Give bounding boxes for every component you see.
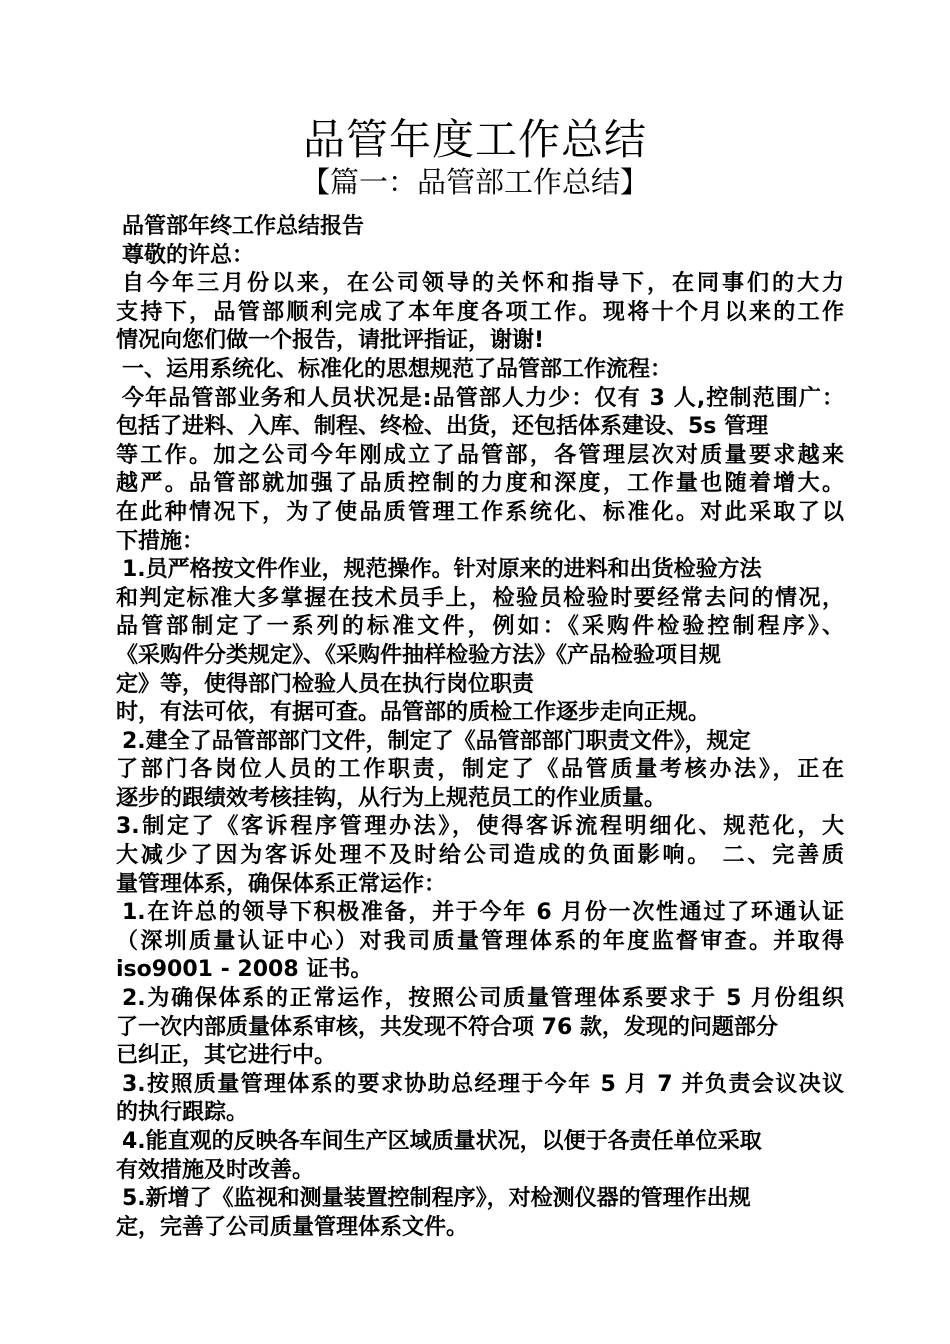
body-line: 1.员严格按文件作业，规范操作。针对原来的进料和出货检验方法 — [122, 557, 762, 583]
body-line: 逐步的跟绩效考核挂钩，从行为上规范员工的作业质量。 — [116, 785, 667, 811]
body-line: 自今年三月份以来，在公司领导的关怀和指导下，在同事们的大力 — [122, 271, 844, 297]
body-line: 定，完善了公司质量管理体系文件。 — [116, 1214, 469, 1240]
body-line: 3.按照质量管理体系的要求协助总经理于今年 5 月 7 并负责会议决议 — [122, 1071, 844, 1097]
body-line: 的执行跟踪。 — [116, 1100, 249, 1126]
body-line: 尊敬的许总： — [122, 242, 255, 268]
body-line: 支持下，品管部顺利完成了本年度各项工作。现将十个月以来的工作 — [116, 299, 844, 325]
body-line: 在此种情况下，为了使品质管理工作系统化、标准化。对此采取了以 — [116, 499, 844, 525]
body-line: 大减少了因为客诉处理不及时给公司造成的负面影响。 二、完善质 — [116, 843, 844, 869]
body-line: 一、运用系统化、标准化的思想规范了品管部工作流程： — [122, 356, 673, 382]
body-line: 1.在许总的领导下积极准备，并于今年 6 月份一次性通过了环通认证 — [122, 900, 844, 926]
body-line: 包括了进料、入库、制程、终检、出货，还包括体系建设、5s 管理 — [116, 414, 769, 440]
body-line: 3.制定了《客诉程序管理办法》，使得客诉流程明细化、规范化，大 — [116, 814, 844, 840]
document-body — [116, 213, 844, 1242]
body-line: 有效措施及时改善。 — [116, 1157, 315, 1183]
body-line: 5.新增了《监视和测量装置控制程序》，对检测仪器的管理作出规 — [122, 1186, 751, 1212]
body-line: 时，有法可依，有据可查。品管部的质检工作逐步走向正规。 — [116, 700, 711, 726]
body-line: （深圳质量认证中心）对我司质量管理体系的年度监督审查。并取得 — [116, 928, 844, 954]
body-line: 已纠正，其它进行中。 — [116, 1043, 337, 1069]
body-line: 品管部制定了一系列的标准文件，例如：《采购件检验控制程序》、 — [116, 614, 844, 640]
body-line: 《采购件分类规定》、《采购件抽样检验方法》《产品检验项目规 — [116, 642, 722, 668]
body-line: 量管理体系，确保体系正常运作： — [116, 871, 447, 897]
body-line: 品管部年终工作总结报告 — [122, 214, 365, 239]
body-line: 和判定标准大多掌握在技术员手上，检验员检验时要经常去问的情况， — [116, 585, 844, 611]
document-subtitle: 【篇一：品管部工作总结】 — [300, 165, 649, 199]
body-line: 了一次内部质量体系审核，共发现不符合项 76 款，发现的问题部分 — [116, 1014, 778, 1040]
body-line: 2.为确保体系的正常运作，按照公司质量管理体系要求于 5 月份组织 — [122, 986, 844, 1012]
body-line: iso9001 - 2008 证书。 — [116, 957, 373, 983]
body-line: 越严。品管部就加强了品质控制的力度和深度，工作量也随着增大。 — [116, 471, 844, 497]
body-line: 4.能直观的反映各车间生产区域质量状况，以便于各责任单位采取 — [122, 1129, 762, 1154]
body-line: 定》等，使得部门检验人员在执行岗位职责 — [116, 671, 535, 697]
body-line: 2.建全了品管部部门文件，制定了《品管部部门职责文件》，规定 — [122, 728, 751, 754]
body-line: 情况向您们做一个报告，请批评指证，谢谢! — [116, 328, 545, 354]
body-line: 等工作。加之公司今年刚成立了品管部，各管理层次对质量要求越来 — [116, 442, 844, 468]
body-line: 下措施： — [116, 528, 205, 554]
body-line: 今年品管部业务和人员状况是:品管部人力少：仅有 3 人,控制范围广： — [122, 385, 844, 411]
document-title: 品管年度工作总结 — [302, 115, 647, 164]
body-line: 了部门各岗位人员的工作职责，制定了《品管质量考核办法》，正在 — [116, 757, 844, 783]
